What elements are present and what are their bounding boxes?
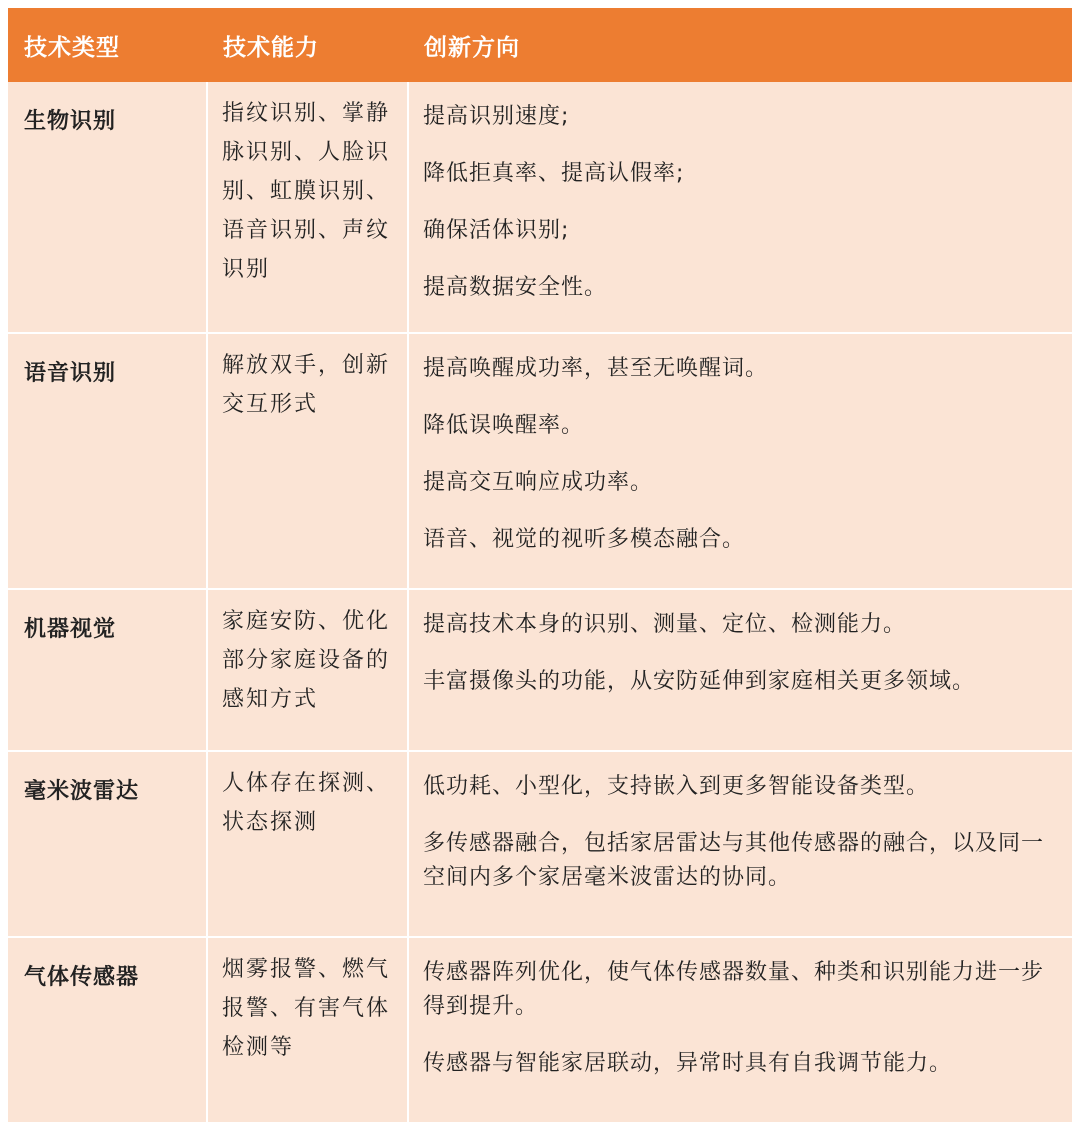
direction-item: 多传感器融合，包括家居雷达与其他传感器的融合，以及同一空间内多个家居毫米波雷达的协同。: [423, 831, 1045, 890]
header-tech-type: 技术类型: [8, 8, 207, 82]
direction-item: 提高技术本身的识别、测量、定位、检测能力。: [423, 612, 907, 637]
direction-item: 语音、视觉的视听多模态融合。: [423, 527, 746, 552]
tech-type-cell: 机器视觉: [8, 589, 207, 751]
tech-capability-cell: 家庭安防、优化部分家庭设备的感知方式: [207, 589, 408, 751]
direction-item: 低功耗、小型化，支持嵌入到更多智能设备类型。: [423, 774, 930, 799]
table-row: [8, 82, 1072, 333]
innovation-direction-cell: [408, 589, 1072, 751]
innovation-direction-cell: [408, 82, 1072, 333]
tech-innovation-table: [8, 8, 1072, 1122]
table-header-row: [8, 8, 1072, 82]
table-row: [8, 937, 1072, 1122]
direction-item: 提高识别速度;: [423, 104, 570, 129]
direction-item: 丰富摄像头的功能，从安防延伸到家庭相关更多领域。: [423, 669, 976, 694]
innovation-direction-cell: [408, 333, 1072, 589]
direction-item: 传感器与智能家居联动，异常时具有自我调节能力。: [423, 1051, 953, 1076]
innovation-direction-cell: [408, 937, 1072, 1122]
innovation-direction-cell: [408, 751, 1072, 937]
tech-capability-cell: 解放双手，创新交互形式: [207, 333, 408, 589]
direction-item: 降低拒真率、提高认假率;: [423, 161, 685, 186]
table-row: [8, 589, 1072, 751]
tech-capability-cell: 指纹识别、掌静脉识别、人脸识别、虹膜识别、语音识别、声纹识别: [207, 82, 408, 333]
header-tech-capability: 技术能力: [207, 8, 408, 82]
tech-type-cell: 气体传感器: [8, 937, 207, 1122]
tech-type-cell: 生物识别: [8, 82, 207, 333]
header-innovation-direction: 创新方向: [408, 8, 1072, 82]
direction-item: 确保活体识别;: [423, 218, 570, 243]
direction-item: 提高交互响应成功率。: [423, 470, 654, 495]
direction-item: 提高唤醒成功率，甚至无唤醒词。: [423, 356, 769, 381]
table-row: [8, 333, 1072, 589]
table-row: [8, 751, 1072, 937]
direction-item: 传感器阵列优化，使气体传感器数量、种类和识别能力进一步得到提升。: [423, 960, 1045, 1019]
tech-type-cell: 毫米波雷达: [8, 751, 207, 937]
tech-table-container: [8, 8, 1072, 1122]
tech-capability-cell: 人体存在探测、状态探测: [207, 751, 408, 937]
tech-capability-cell: 烟雾报警、燃气报警、有害气体检测等: [207, 937, 408, 1122]
tech-type-cell: 语音识别: [8, 333, 207, 589]
direction-item: 提高数据安全性。: [423, 275, 608, 300]
direction-item: 降低误唤醒率。: [423, 413, 585, 438]
